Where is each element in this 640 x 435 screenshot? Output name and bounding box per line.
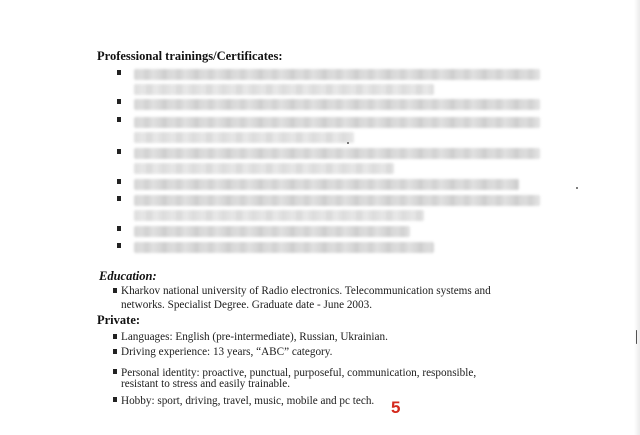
redacted-line xyxy=(134,117,540,128)
redacted-line xyxy=(134,69,540,80)
redacted-line xyxy=(134,163,394,174)
trainings-heading: Professional trainings/Certificates: xyxy=(97,49,283,63)
bullet-icon xyxy=(117,243,121,248)
private-heading: Private: xyxy=(97,313,141,327)
scan-edge-shadow xyxy=(634,0,640,435)
redacted-line xyxy=(134,99,540,110)
bullet-icon xyxy=(117,99,121,104)
bullet-icon xyxy=(117,196,121,201)
bullet-icon xyxy=(117,70,121,75)
redacted-line xyxy=(134,210,424,221)
page-number: 5 xyxy=(391,398,401,417)
education-line-2: networks. Specialist Degree. Graduate date - June 2003. xyxy=(121,299,373,311)
private-driving: Driving experience: 13 years, “ABC” category. xyxy=(121,346,333,358)
scan-speck xyxy=(347,142,349,144)
private-hobby: Hobby: sport, driving, travel, music, mobile and pc tech. xyxy=(121,395,375,407)
scan-speck xyxy=(576,187,578,189)
bullet-icon xyxy=(117,226,121,231)
redacted-line xyxy=(134,242,434,253)
education-heading: Education: xyxy=(99,269,157,283)
bullet-icon xyxy=(117,149,121,154)
redacted-line xyxy=(134,195,540,206)
bullet-icon xyxy=(113,334,117,339)
bullet-icon xyxy=(113,397,117,402)
redacted-line xyxy=(134,226,410,237)
bullet-icon xyxy=(113,288,117,293)
redacted-line xyxy=(134,132,354,143)
private-identity-line-1: Personal identity: proactive, punctual, purposeful, communication, responsible, xyxy=(121,367,477,379)
bullet-icon xyxy=(117,117,121,122)
private-identity-line-2: resistant to stress and easily trainable. xyxy=(121,378,291,390)
redacted-line xyxy=(134,148,540,159)
private-languages: Languages: English (pre-intermediate), Russian, Ukrainian. xyxy=(121,331,388,343)
bullet-icon xyxy=(113,369,117,374)
redacted-line xyxy=(134,84,434,95)
redacted-line xyxy=(134,179,519,190)
education-line-1: Kharkov national university of Radio electronics. Telecommunication systems and xyxy=(121,285,491,297)
bullet-icon xyxy=(113,349,117,354)
bullet-icon xyxy=(117,179,121,184)
